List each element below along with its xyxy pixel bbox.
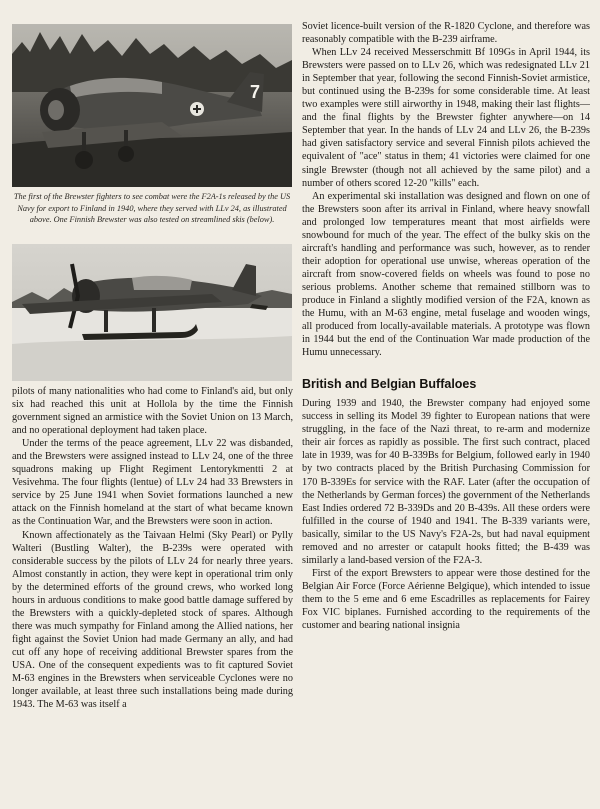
section-heading: British and Belgian Buffaloes [302,377,477,392]
paragraph: Known affectionately as the Taivaan Helmi (Sky Pearl) or Pylly Walteri (Bustling Walter), the B-239s were operated with considerable success by the pilots of LLv 24 for nearly three years. Almost constantly in action, they were kept in operational trim only by the determined efforts of the ground crews, who worked long hours in arduous conditions to make good battle damage suffered by the Brewsters with a quickly-depleted stock of spares. Although there was much sympathy for Finland among the Allied nations, her fight against the Soviet Union had made Germany an ally, and had cut off any hope of receiving additional Brewster spares from the USA. One of the consequent expedients was to fit captured Soviet M-63 engines in the Brewsters when serviceable Cyclones were no longer available, at least three such installations being made during 1943. The M-63 was itself a [12,529,293,711]
paragraph: Soviet licence-built version of the R-1820 Cyclone, and therefore was reasonably compatible with the B-239 airframe. [302,21,590,46]
aircraft-on-skis-photo [12,244,292,381]
aircraft-on-skis-photo-icon [12,244,292,381]
aircraft-on-ground-photo [12,24,292,187]
photo-caption: The first of the Brewster fighters to see combat were the F2A-1s released by the US Navy for export to Finland in 1940, where they served with LLv 24, as illustrated above. One Finnish Brewster was also tested on streamlined skis (below). [13,192,291,224]
left-column-text [12,385,293,711]
right-column-text [302,20,590,632]
paragraph: During 1939 and 1940, the Brewster company had enjoyed some success in selling its Model 39 fighter to European nations that were struggling, in the face of the Nazi threat, to re-arm and modernize their air forces as rapidly as possible. The first such contract, placed late in 1939, was for 40 B-339Bs for Belgium, followed early in 1940 by two contracts placed by the British Purchasing Commission for 170 B-339Es for service with the RAF. Later (after the occupation of the Netherlands by German forces) the government of the Netherlands East Indies ordered 72 B-339Ds and 20 B-439s. All these orders were fulfilled in the course of 1940 and 1941. The B-339 variants were, basically, similar to the US Navy's F2A-2s, but had naval equipment removed and no arrester or catapult hooks fitted; the B-439 was similarly a land-based version of the F2A-3. [302,398,590,566]
paragraph: First of the export Brewsters to appear were those destined for the Belgian Air Force (Force Aérienne Belgique), which intended to issue them to the 5 eme and 6 eme Escadrilles as replacements for Fairey Fox VIC biplanes. Furnished according to the requirements of the customer and bearing national insignia [302,567,590,632]
paragraph: An experimental ski installation was designed and flown on one of the Brewsters soon after its arrival in Finland, where heavy snowfall and prolonged low temperatures meant that most airfields were snowbound for much of the year. The effect of the bulky skis on the aircraft's handling and performance was such, however, as to render their adoption for operational use unwise, whereas operation of the aircraft from snow-covered fields on wheels was found to pose no serious problems. Another scheme that remained stillborn was to produce in Finland a slightly modified version of the F2A, known as the Humu, with an M-63 engine, metal fuselage and wooden wings, all produced from locally-available materials. A prototype was flown in 1944 but the end of the Continuation War made production of the Humu unnecessary. [302,190,590,359]
tail-number: 7 [250,82,261,102]
paragraph: pilots of many nationalities who had come to Finland's aid, but only six had reached this unit at Hollola by the time the Finnish government signed an armistice with the Soviet Union on 13 March, and no operational deployment had taken place. [12,386,293,437]
aircraft-on-ground-photo-icon [12,24,292,187]
paragraph: Under the terms of the peace agreement, LLv 22 was disbanded, and the Brewsters were assigned instead to LLv 24, one of the three squadrons making up Flight Regiment Lentorykmentti 2 at Vesivehma. The four flights (lentue) of LLv 24 had 33 Brewsters in service by 25 June 1941 when Soviet formations launched a new attack on the Finnish homeland at the start of what became known as the Continuation War, and the Brewsters were soon in action. [12,438,293,528]
paragraph: When LLv 24 received Messerschmitt Bf 109Gs in April 1944, its Brewsters were passed on to LLv 26, which was redesignated LLv 21 in September that year, following the second Finnish-Soviet armistice, but continued using the B-239s for some considerable time. At least two examples were still airworthy in 1948, making their last flights—and the final flights by the Brewster fighter anywhere—on 14 September that year. In the hands of LLv 24 and LLv 26, the B-239s had given satisfactory service and several Finnish pilots achieved the equivalent of "ace" status in them; 41 victories were claimed for one single Brewster (though not all achieved by the same pilot) and a number of others scored 12-20 "kills" each. [302,47,590,189]
